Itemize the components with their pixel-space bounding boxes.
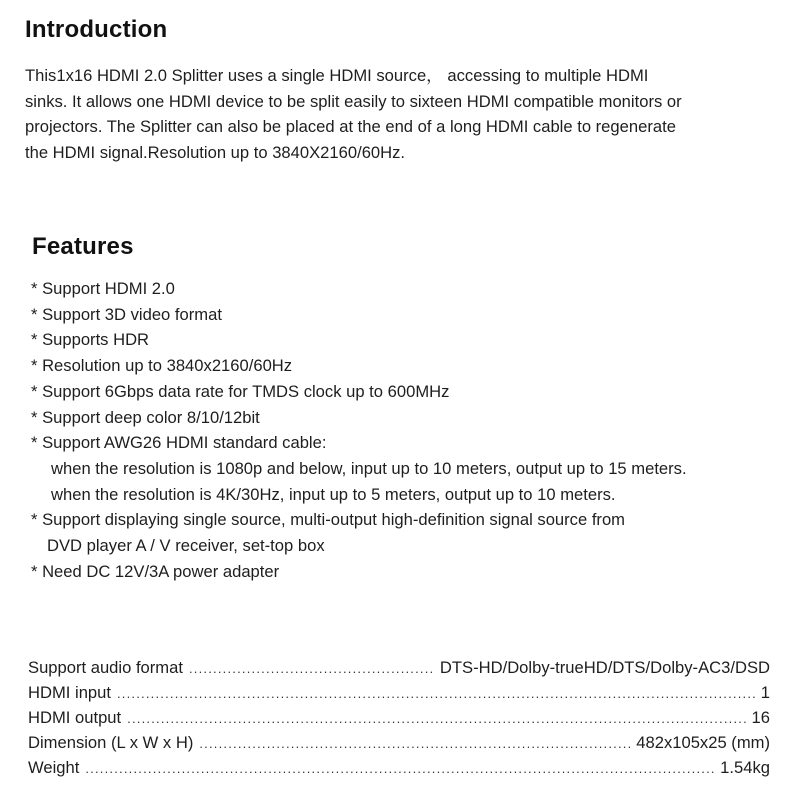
dot-leader	[189, 656, 434, 681]
specifications-table	[28, 655, 770, 780]
feature-item: * Support 6Gbps data rate for TMDS clock up to 600MHz	[31, 381, 450, 401]
spec-value: 482x105x25 (mm)	[636, 733, 770, 752]
feature-item: * Support displaying single source, multi-output high-definition signal source from	[31, 510, 626, 530]
dot-leader	[117, 681, 755, 706]
spec-label: HDMI output	[28, 708, 122, 727]
intro-line: This1x16 HDMI 2.0 Splitter uses a single HDMI source， accessing to multiple HDMI	[25, 66, 649, 85]
spec-value: 16	[751, 708, 770, 727]
dot-leader	[199, 731, 630, 756]
introduction-heading: Introduction	[25, 16, 168, 43]
spec-label: Dimension (L x W x H)	[28, 733, 194, 752]
spec-value: DTS-HD/Dolby-trueHD/DTS/Dolby-AC3/DSD	[439, 658, 770, 677]
spec-label: Support audio format	[28, 658, 183, 677]
spec-label: Weight	[28, 758, 80, 777]
spec-row-weight	[28, 755, 770, 780]
features-heading: Features	[32, 233, 134, 260]
feature-item: * Support HDMI 2.0	[31, 279, 175, 298]
feature-item: * Support 3D video format	[31, 304, 222, 324]
spec-value: 1.54kg	[720, 758, 770, 777]
feature-item: * Support deep color 8/10/12bit	[31, 407, 260, 427]
spec-row-hdmi-input	[28, 680, 770, 705]
feature-cable-detail: when the resolution is 4K/30Hz, input up to 5 meters, output up to 10 meters.	[51, 484, 616, 504]
feature-item: * Support AWG26 HDMI standard cable:	[31, 433, 327, 453]
dot-leader	[85, 756, 714, 781]
feature-item: * Resolution up to 3840x2160/60Hz	[31, 356, 293, 376]
introduction-paragraph	[25, 63, 795, 165]
feature-item: * Need DC 12V/3A power adapter	[31, 561, 280, 581]
spec-row-audio-format	[28, 655, 770, 680]
feature-item-continuation: DVD player A / V receiver, set-top box	[47, 536, 325, 556]
intro-line: projectors. The Splitter can also be placed at the end of a long HDMI cable to regenerate	[25, 117, 676, 136]
features-list	[31, 276, 796, 584]
intro-line: the HDMI signal.Resolution up to 3840X2160/60Hz.	[25, 142, 406, 162]
spec-row-hdmi-output	[28, 705, 770, 730]
spec-value: 1	[760, 683, 770, 702]
feature-item: * Supports HDR	[31, 330, 150, 350]
spec-row-dimension	[28, 730, 770, 755]
dot-leader	[127, 706, 745, 731]
intro-line: sinks. It allows one HDMI device to be split easily to sixteen HDMI compatible monitors or	[25, 91, 682, 111]
spec-label: HDMI input	[28, 683, 111, 702]
feature-cable-detail: when the resolution is 1080p and below, input up to 10 meters, output up to 15 meters.	[51, 458, 687, 478]
